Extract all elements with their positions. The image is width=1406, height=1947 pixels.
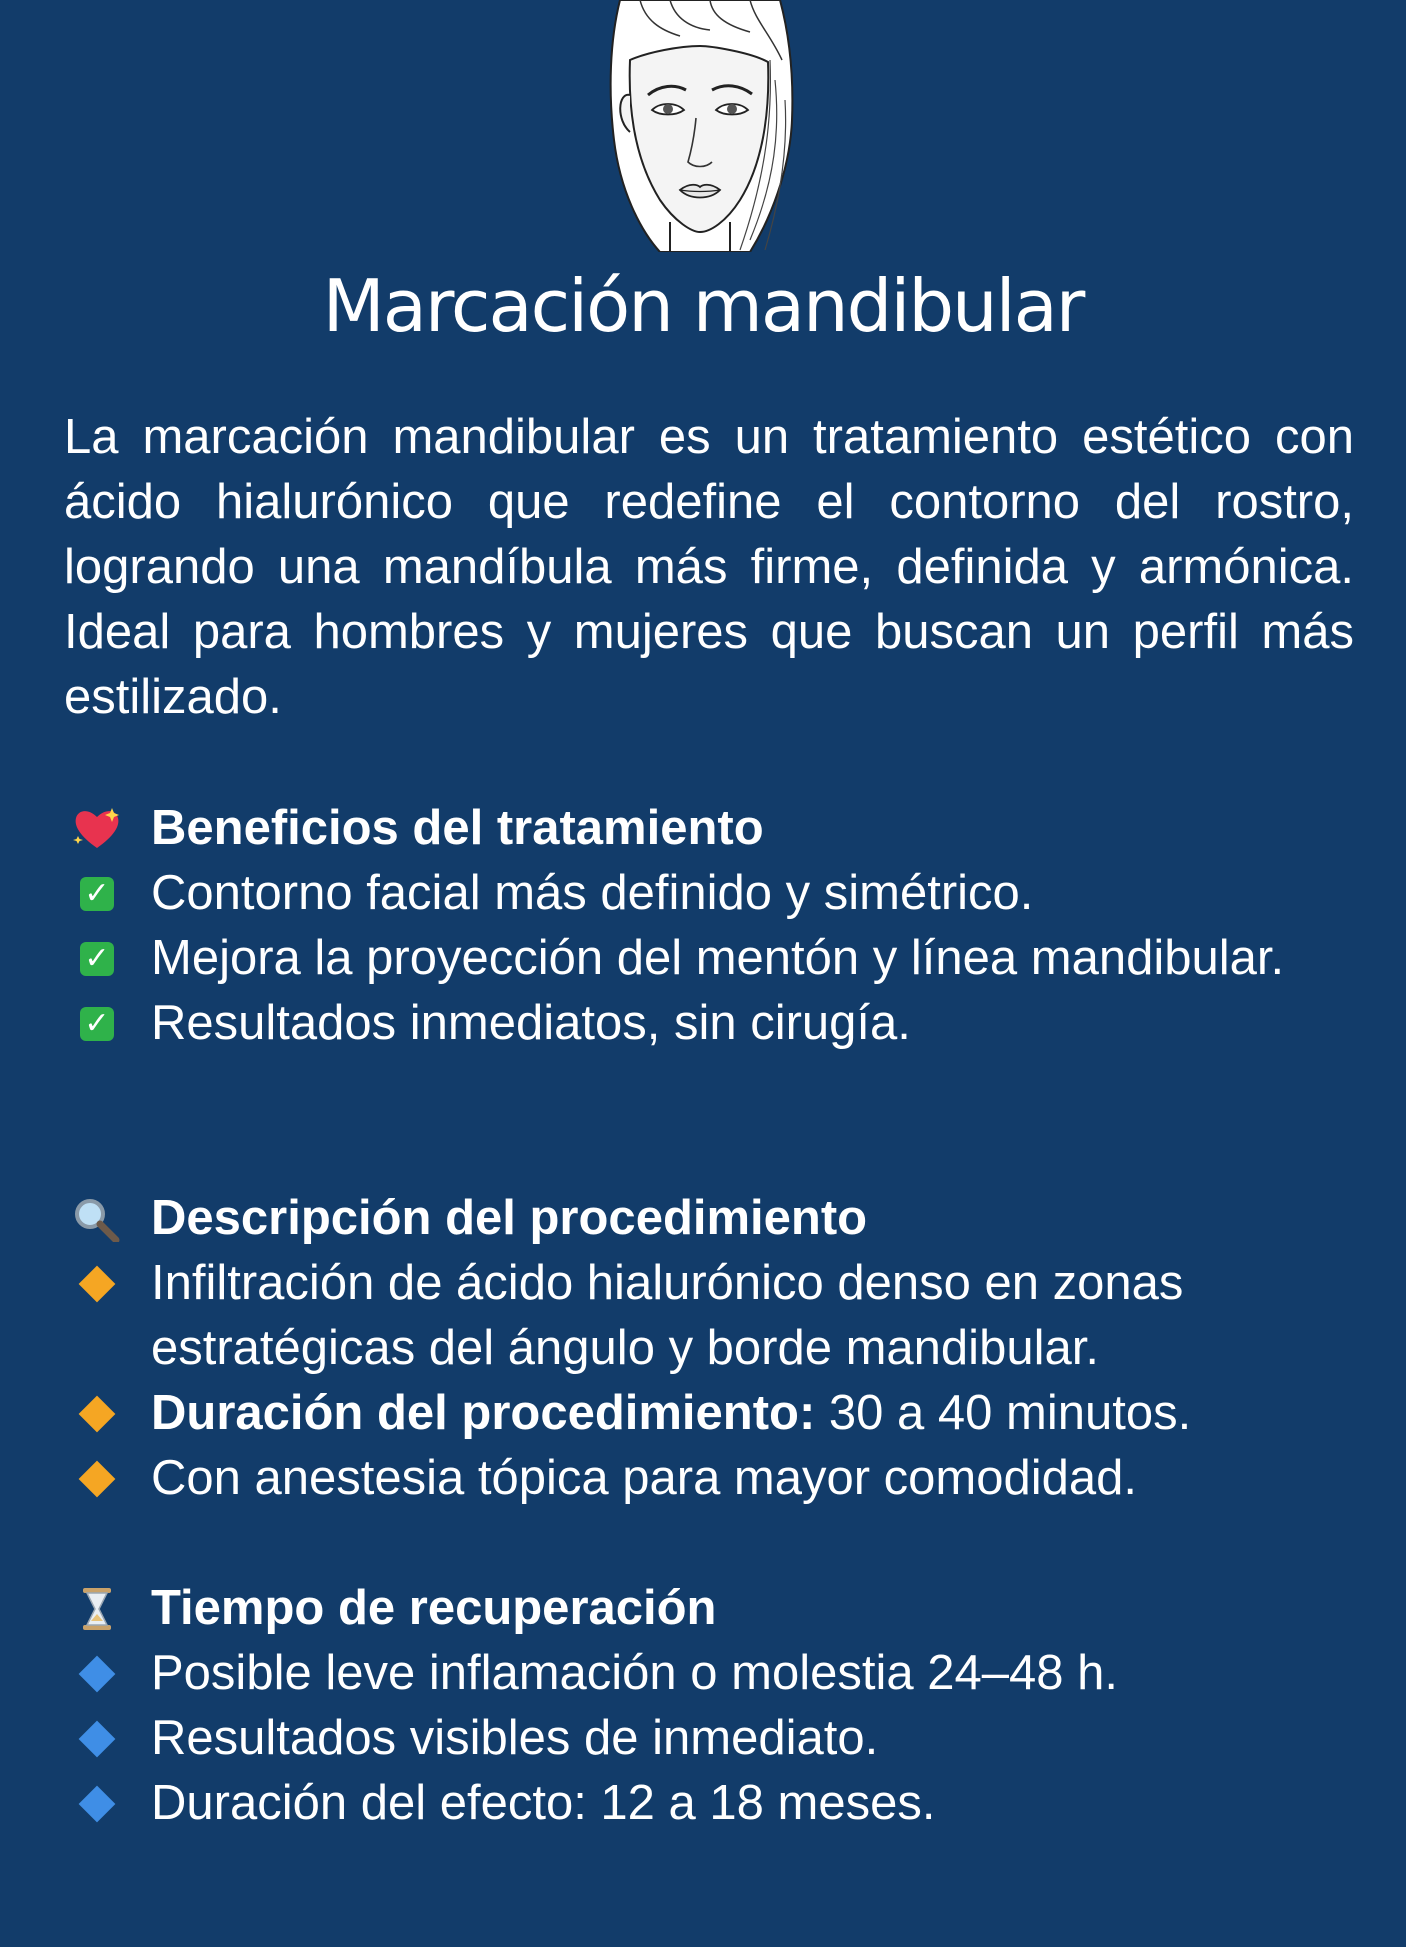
benefit-text: Contorno facial más definido y simétrico. bbox=[151, 866, 1034, 920]
recovery-text: Duración del efecto: 12 a 18 meses. bbox=[151, 1776, 936, 1830]
recovery-heading: Tiempo de recuperación bbox=[151, 1581, 717, 1635]
procedure-text: 30 a 40 minutos. bbox=[815, 1386, 1192, 1440]
recovery-heading-row bbox=[64, 1576, 1394, 1641]
face-illustration bbox=[600, 0, 800, 252]
recovery-text: Resultados visibles de inmediato. bbox=[151, 1711, 879, 1765]
benefit-text: Resultados inmediatos, sin cirugía. bbox=[151, 996, 911, 1050]
procedure-text: Con anestesia tópica para mayor comodidad. bbox=[151, 1451, 1138, 1505]
recovery-text: Posible leve inflamación o molestia 24–48 h. bbox=[151, 1646, 1118, 1700]
list-item bbox=[64, 1381, 1394, 1446]
hourglass-icon bbox=[72, 1576, 122, 1641]
list-item bbox=[64, 1446, 1394, 1511]
magnifying-glass-icon bbox=[72, 1186, 122, 1251]
procedure-heading: Descripción del procedimiento bbox=[151, 1191, 868, 1245]
list-item bbox=[64, 1706, 1394, 1771]
check-mark-icon: ✓ bbox=[80, 877, 114, 911]
sparkling-heart-icon bbox=[72, 796, 122, 861]
procedure-section bbox=[64, 1186, 1394, 1511]
benefit-text: Mejora la proyección del mentón y línea mandibular. bbox=[151, 931, 1285, 985]
benefits-heading: Beneficios del tratamiento bbox=[151, 801, 764, 855]
orange-diamond-icon bbox=[79, 1265, 116, 1302]
orange-diamond-icon bbox=[79, 1460, 116, 1497]
procedure-heading-row bbox=[64, 1186, 1394, 1251]
blue-diamond-icon bbox=[79, 1655, 116, 1692]
orange-diamond-icon bbox=[79, 1395, 116, 1432]
check-mark-icon: ✓ bbox=[80, 1007, 114, 1041]
list-item bbox=[64, 1771, 1394, 1836]
list-item bbox=[64, 861, 1394, 926]
benefits-heading-row bbox=[64, 796, 1394, 861]
procedure-label: Duración del procedimiento: bbox=[151, 1386, 816, 1440]
list-item bbox=[64, 926, 1394, 991]
blue-diamond-icon bbox=[79, 1785, 116, 1822]
benefits-section bbox=[64, 796, 1394, 1056]
recovery-section bbox=[64, 1576, 1394, 1836]
list-item bbox=[64, 991, 1394, 1056]
intro-paragraph: La marcación mandibular es un tratamiento estético con ácido hialurónico que redefine el contorno del rostro, logrando una mandíbula más firme, definida y armónica. Ideal para hombres y mujeres que buscan un perfil más estilizado. bbox=[64, 410, 1354, 724]
list-item bbox=[64, 1641, 1394, 1706]
page-title: Marcación mandibular bbox=[322, 264, 1084, 348]
check-mark-icon: ✓ bbox=[80, 942, 114, 976]
list-item bbox=[64, 1251, 1394, 1381]
blue-diamond-icon bbox=[79, 1720, 116, 1757]
procedure-text: Infiltración de ácido hialurónico denso en zonas estratégicas del ángulo y borde mandibular. bbox=[151, 1256, 1184, 1375]
